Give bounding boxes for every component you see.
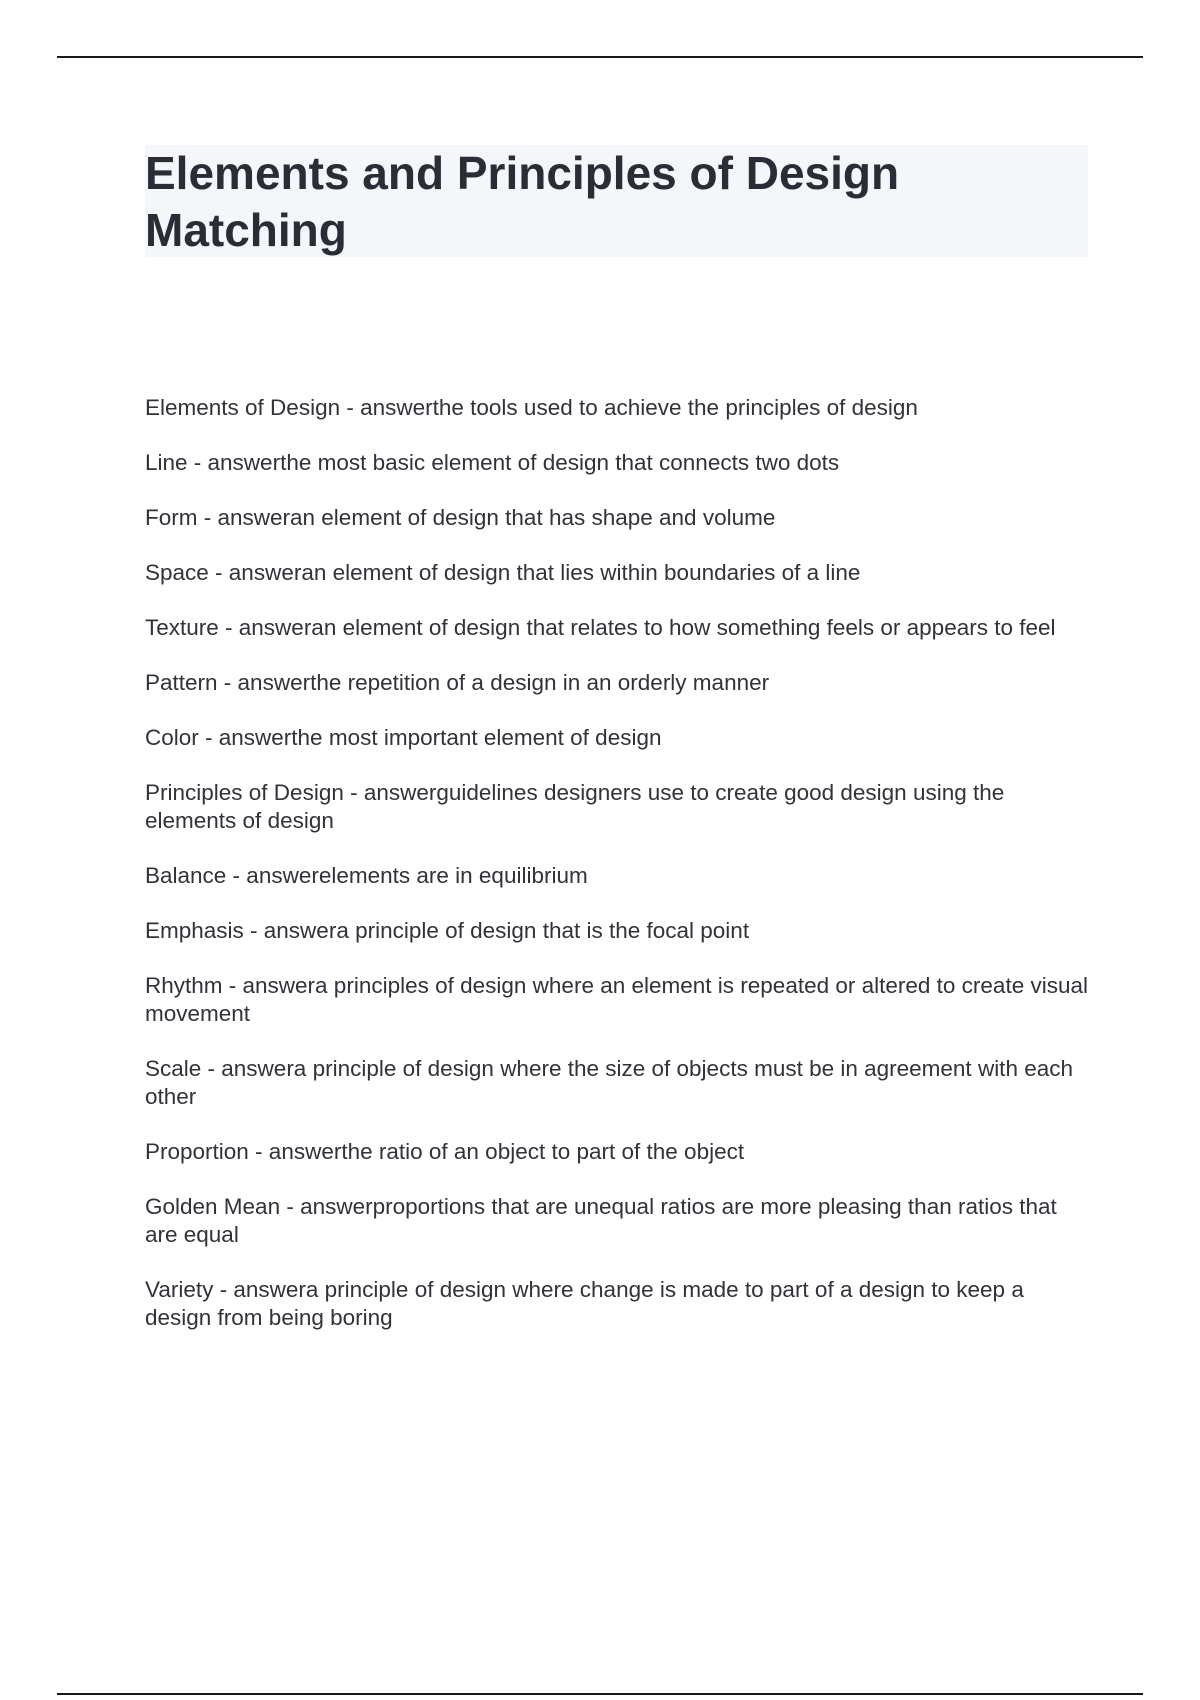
entry-scale: Scale - answera principle of design where the size of objects must be in agreement with each other [145, 1056, 1073, 1109]
bottom-rule [57, 1693, 1143, 1695]
entry-balance: Balance - answerelements are in equilibrium [145, 863, 588, 888]
entry-texture: Texture - answeran element of design that relates to how something feels or appears to feel [145, 615, 1056, 640]
entry-list [145, 394, 1088, 1359]
entry-principles-of-design: Principles of Design - answerguidelines designers use to create good design using the elements of design [145, 780, 1005, 833]
entry-line: Line - answerthe most basic element of design that connects two dots [145, 450, 840, 475]
top-rule [57, 56, 1143, 58]
entry-color: Color - answerthe most important element of design [145, 725, 662, 750]
entry-golden-mean: Golden Mean - answerproportions that are unequal ratios are more pleasing than ratios that are equal [145, 1194, 1057, 1247]
entry-pattern: Pattern - answerthe repetition of a design in an orderly manner [145, 670, 770, 695]
entry-variety: Variety - answera principle of design where change is made to part of a design to keep a design from being boring [145, 1277, 1024, 1330]
entry-form: Form - answeran element of design that has shape and volume [145, 505, 776, 530]
entry-emphasis: Emphasis - answera principle of design that is the focal point [145, 918, 750, 943]
entry-rhythm: Rhythm - answera principles of design where an element is repeated or altered to create visual movement [145, 973, 1088, 1026]
entry-elements-of-design: Elements of Design - answerthe tools used to achieve the principles of design [145, 395, 918, 420]
document-title: Elements and Principles of Design Matching [145, 147, 900, 256]
entry-proportion: Proportion - answerthe ratio of an object to part of the object [145, 1139, 745, 1164]
entry-space: Space - answeran element of design that lies within boundaries of a line [145, 560, 861, 585]
